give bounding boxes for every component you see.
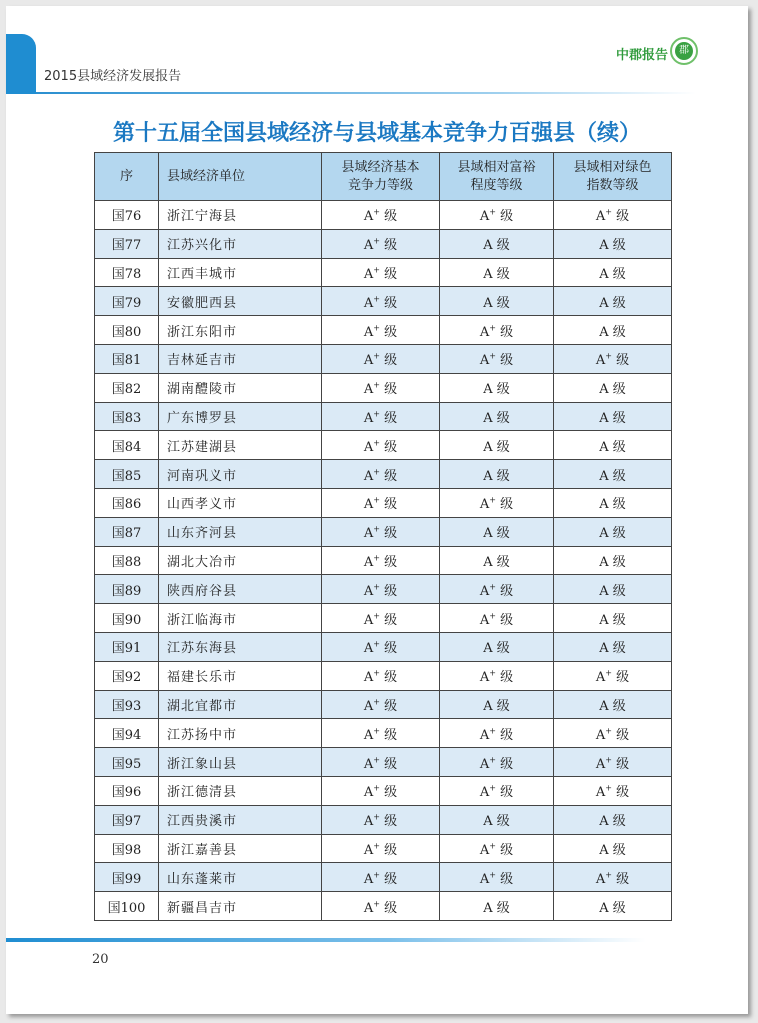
green-index-grade-cell: A 级: [554, 517, 672, 546]
table-row: [95, 805, 672, 834]
green-index-grade-cell: A 级: [554, 546, 672, 575]
wealth-grade-cell: A+ 级: [440, 661, 554, 690]
county-name-cell: 福建长乐市: [159, 661, 322, 690]
rank-cell: 国76: [95, 201, 159, 230]
wealth-grade-cell: A 级: [440, 258, 554, 287]
green-index-grade-cell: A+ 级: [554, 863, 672, 892]
table-row: [95, 719, 672, 748]
competitiveness-grade-cell: A+ 级: [322, 719, 440, 748]
wealth-grade-cell: A+ 级: [440, 719, 554, 748]
green-index-grade-cell: A 级: [554, 431, 672, 460]
wealth-grade-cell: A 级: [440, 805, 554, 834]
wealth-grade-cell: A 级: [440, 373, 554, 402]
table-row: [95, 661, 672, 690]
competitiveness-grade-cell: A+ 级: [322, 863, 440, 892]
page-number: 20: [92, 952, 109, 967]
rank-cell: 国87: [95, 517, 159, 546]
table-row: [95, 488, 672, 517]
rank-cell: 国83: [95, 402, 159, 431]
competitiveness-grade-cell: A+ 级: [322, 575, 440, 604]
table-header-row: [95, 153, 672, 201]
competitiveness-grade-cell: A+ 级: [322, 488, 440, 517]
table-row: [95, 287, 672, 316]
county-name-cell: 浙江象山县: [159, 748, 322, 777]
competitiveness-grade-cell: A+ 级: [322, 632, 440, 661]
competitiveness-grade-cell: A+ 级: [322, 402, 440, 431]
rank-cell: 国93: [95, 690, 159, 719]
wealth-grade-cell: A+ 级: [440, 776, 554, 805]
table-row: [95, 776, 672, 805]
green-index-grade-cell: A 级: [554, 460, 672, 489]
table-row: [95, 201, 672, 230]
wealth-grade-cell: A 级: [440, 632, 554, 661]
wealth-grade-cell: A 级: [440, 892, 554, 921]
green-index-grade-cell: A 级: [554, 373, 672, 402]
table-row: [95, 517, 672, 546]
county-name-cell: 江西丰城市: [159, 258, 322, 287]
brand-name: 中郡报告: [615, 48, 668, 63]
competitiveness-grade-cell: A+ 级: [322, 344, 440, 373]
county-name-cell: 浙江东阳市: [159, 316, 322, 345]
wealth-grade-cell: A 级: [440, 517, 554, 546]
green-index-grade-cell: A 级: [554, 690, 672, 719]
wealth-grade-cell: A+ 级: [440, 488, 554, 517]
county-name-cell: 江西贵溪市: [159, 805, 322, 834]
county-name-cell: 浙江嘉善县: [159, 834, 322, 863]
competitiveness-grade-cell: A+ 级: [322, 748, 440, 777]
table-row: [95, 402, 672, 431]
green-index-grade-cell: A 级: [554, 604, 672, 633]
rank-cell: 国99: [95, 863, 159, 892]
wealth-grade-cell: A+ 级: [440, 748, 554, 777]
page-title: 第十五届全国县域经济与县域基本竞争力百强县（续）: [112, 121, 641, 146]
green-index-grade-cell: A+ 级: [554, 776, 672, 805]
column-header: 序: [95, 153, 159, 201]
ranking-table: [94, 152, 672, 921]
page: [6, 6, 748, 1014]
county-name-cell: 江苏东海县: [159, 632, 322, 661]
wealth-grade-cell: A 级: [440, 690, 554, 719]
green-index-grade-cell: A+ 级: [554, 719, 672, 748]
wealth-grade-cell: A+ 级: [440, 201, 554, 230]
rank-cell: 国78: [95, 258, 159, 287]
table-row: [95, 316, 672, 345]
table-row: [95, 229, 672, 258]
header-tab-decoration: [6, 34, 36, 94]
column-header: 县域相对富裕 程度等级: [440, 153, 554, 201]
green-index-grade-cell: A 级: [554, 488, 672, 517]
rank-cell: 国95: [95, 748, 159, 777]
green-index-grade-cell: A 级: [554, 229, 672, 258]
green-index-grade-cell: A 级: [554, 834, 672, 863]
rank-cell: 国82: [95, 373, 159, 402]
county-name-cell: 江苏兴化市: [159, 229, 322, 258]
rank-cell: 国97: [95, 805, 159, 834]
green-index-grade-cell: A 级: [554, 402, 672, 431]
competitiveness-grade-cell: A+ 级: [322, 287, 440, 316]
county-name-cell: 浙江宁海县: [159, 201, 322, 230]
rank-cell: 国100: [95, 892, 159, 921]
green-index-grade-cell: A 级: [554, 575, 672, 604]
green-index-grade-cell: A 级: [554, 892, 672, 921]
county-name-cell: 新疆昌吉市: [159, 892, 322, 921]
rank-cell: 国80: [95, 316, 159, 345]
table-row: [95, 748, 672, 777]
wealth-grade-cell: A 级: [440, 546, 554, 575]
table-row: [95, 575, 672, 604]
rank-cell: 国90: [95, 604, 159, 633]
rank-cell: 国88: [95, 546, 159, 575]
green-index-grade-cell: A+ 级: [554, 344, 672, 373]
green-index-grade-cell: A 级: [554, 805, 672, 834]
competitiveness-grade-cell: A+ 级: [322, 604, 440, 633]
county-name-cell: 浙江德清县: [159, 776, 322, 805]
competitiveness-grade-cell: A+ 级: [322, 892, 440, 921]
wealth-grade-cell: A+ 级: [440, 344, 554, 373]
county-name-cell: 安徽肥西县: [159, 287, 322, 316]
header-divider: [36, 92, 696, 94]
table-row: [95, 373, 672, 402]
competitiveness-grade-cell: A+ 级: [322, 805, 440, 834]
wealth-grade-cell: A 级: [440, 431, 554, 460]
competitiveness-grade-cell: A+ 级: [322, 229, 440, 258]
rank-cell: 国84: [95, 431, 159, 460]
county-name-cell: 江苏建湖县: [159, 431, 322, 460]
rank-cell: 国86: [95, 488, 159, 517]
competitiveness-grade-cell: A+ 级: [322, 316, 440, 345]
competitiveness-grade-cell: A+ 级: [322, 258, 440, 287]
table-row: [95, 604, 672, 633]
rank-cell: 国94: [95, 719, 159, 748]
table-row: [95, 258, 672, 287]
table-row: [95, 546, 672, 575]
wealth-grade-cell: A 级: [440, 229, 554, 258]
county-name-cell: 河南巩义市: [159, 460, 322, 489]
competitiveness-grade-cell: A+ 级: [322, 546, 440, 575]
logo-char: 郡: [675, 42, 693, 60]
green-index-grade-cell: A 级: [554, 287, 672, 316]
wealth-grade-cell: A 级: [440, 287, 554, 316]
table-row: [95, 344, 672, 373]
competitiveness-grade-cell: A+ 级: [322, 201, 440, 230]
table-row: [95, 834, 672, 863]
report-title: 2015县域经济发展报告: [44, 69, 182, 84]
table-body: [95, 201, 672, 921]
rank-cell: 国81: [95, 344, 159, 373]
county-name-cell: 湖南醴陵市: [159, 373, 322, 402]
green-index-grade-cell: A 级: [554, 258, 672, 287]
wealth-grade-cell: A+ 级: [440, 863, 554, 892]
competitiveness-grade-cell: A+ 级: [322, 834, 440, 863]
rank-cell: 国85: [95, 460, 159, 489]
green-index-grade-cell: A 级: [554, 316, 672, 345]
competitiveness-grade-cell: A+ 级: [322, 517, 440, 546]
wealth-grade-cell: A 级: [440, 460, 554, 489]
green-index-grade-cell: A 级: [554, 632, 672, 661]
county-name-cell: 浙江临海市: [159, 604, 322, 633]
column-header: 县域相对绿色 指数等级: [554, 153, 672, 201]
county-name-cell: 山东蓬莱市: [159, 863, 322, 892]
wealth-grade-cell: A+ 级: [440, 575, 554, 604]
column-header: 县域经济单位: [159, 153, 322, 201]
brand-logo-icon: [670, 37, 698, 65]
rank-cell: 国91: [95, 632, 159, 661]
county-name-cell: 广东博罗县: [159, 402, 322, 431]
competitiveness-grade-cell: A+ 级: [322, 661, 440, 690]
table-row: [95, 892, 672, 921]
county-name-cell: 江苏扬中市: [159, 719, 322, 748]
county-name-cell: 山西孝义市: [159, 488, 322, 517]
wealth-grade-cell: A+ 级: [440, 604, 554, 633]
rank-cell: 国92: [95, 661, 159, 690]
competitiveness-grade-cell: A+ 级: [322, 690, 440, 719]
competitiveness-grade-cell: A+ 级: [322, 431, 440, 460]
wealth-grade-cell: A+ 级: [440, 316, 554, 345]
county-name-cell: 湖北大冶市: [159, 546, 322, 575]
competitiveness-grade-cell: A+ 级: [322, 460, 440, 489]
county-name-cell: 吉林延吉市: [159, 344, 322, 373]
rank-cell: 国77: [95, 229, 159, 258]
green-index-grade-cell: A+ 级: [554, 748, 672, 777]
rank-cell: 国79: [95, 287, 159, 316]
county-name-cell: 湖北宜都市: [159, 690, 322, 719]
green-index-grade-cell: A+ 级: [554, 201, 672, 230]
wealth-grade-cell: A 级: [440, 402, 554, 431]
green-index-grade-cell: A+ 级: [554, 661, 672, 690]
rank-cell: 国89: [95, 575, 159, 604]
table-row: [95, 632, 672, 661]
table-row: [95, 431, 672, 460]
competitiveness-grade-cell: A+ 级: [322, 776, 440, 805]
table-row: [95, 460, 672, 489]
table-row: [95, 690, 672, 719]
rank-cell: 国98: [95, 834, 159, 863]
column-header: 县域经济基本 竞争力等级: [322, 153, 440, 201]
wealth-grade-cell: A+ 级: [440, 834, 554, 863]
competitiveness-grade-cell: A+ 级: [322, 373, 440, 402]
rank-cell: 国96: [95, 776, 159, 805]
county-name-cell: 陕西府谷县: [159, 575, 322, 604]
footer-divider: [6, 938, 646, 942]
county-name-cell: 山东齐河县: [159, 517, 322, 546]
table-row: [95, 863, 672, 892]
